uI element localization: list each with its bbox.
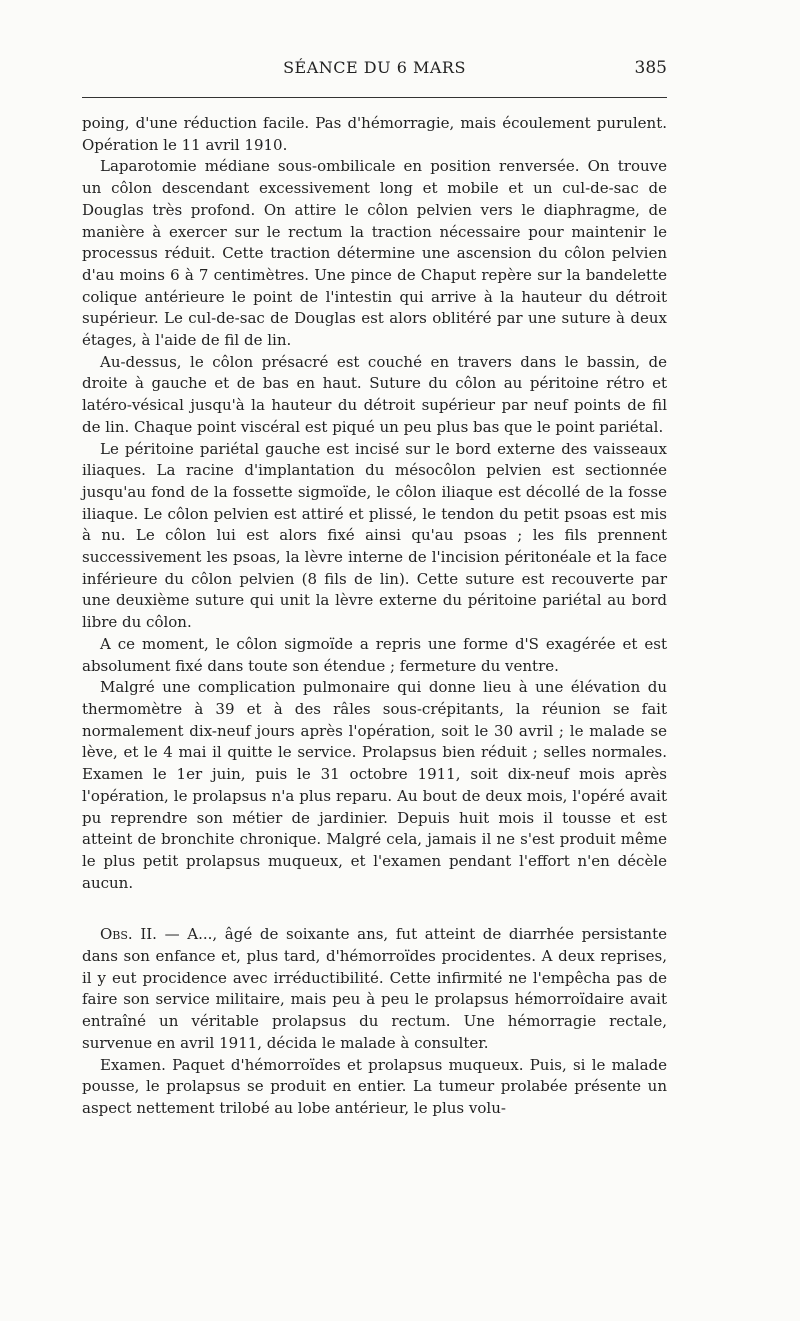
paragraph: Malgré une complication pulmonaire qui donne lieu à une élévation du thermomètre à 39 et à des râles sous-crépitants, la réunion se fait normalement dix-neuf jours après l'opération, soit le 30 avril ; le malade se lève, et le 4 mai il quitte le service. Prolapsus bien réduit ; selles normales. Examen le 1er juin, puis le 31 octobre 1911, soit dix-neuf mois après l'opération, le prolapsus n'a plus reparu. Au bout de deux mois, l'opéré avait pu reprendre son métier de jardinier. Depuis huit mois il tousse et est atteint de bronchite chronique. Malgré cela, jamais il ne s'est produit même le plus petit prolapsus muqueux, et l'examen pendant l'effort n'en décèle aucun. — [82, 678, 667, 892]
paragraph: Au-dessus, le côlon présacré est couché en travers dans le bassin, de droite à gauche et de bas en haut. Suture du côlon au péritoine rétro et latéro-vésical jusqu'à la hauteur du détroit supérieur par neuf points de fil de lin. Chaque point viscéral est piqué un peu plus bas que le point pariétal. — [82, 352, 667, 436]
paragraph: Examen. Paquet d'hémorroïdes et prolapsus muqueux. Puis, si le malade pousse, le prolapsus se produit en entier. La tumeur prolabée présente un aspect nettement trilobé au lobe antérieur, le plus volu- — [82, 1055, 667, 1117]
paragraph: Laparotomie médiane sous-ombilicale en position renversée. On trouve un côlon descendant excessivement long et mobile et un cul-de-sac de Douglas très profond. On attire le côlon pelvien vers le diaphragme, de manière à exercer sur le rectum la traction nécessaire pour maintenir le processus réduit. Cette traction détermine une ascension du côlon pelvien d'au moins 6 à 7 centimètres. Une pince de Chaput repère sur la bandelette colique antérieure le point de l'intestin qui arrive à la hauteur du détroit supérieur. Le cul-de-sac de Douglas est alors oblitéré par une suture à deux étages, à l'aide de fil de lin. — [82, 157, 667, 350]
paragraph: A ce moment, le côlon sigmoïde a repris une forme d'S exagérée et est absolument fixé dans toute son étendue ; fermeture du ventre. — [82, 634, 667, 675]
page-number: 385 — [634, 58, 667, 78]
observation-paragraph — [82, 924, 667, 1054]
observation-text: — A..., âgé de soixante ans, fut atteint de diarrhée persistante dans son enfance et, plus tard, d'hémorroïdes procidentes. A deux reprises, il y eut procidence avec irréductibilité. Cette infirmité ne l'empêcha pas de faire son service militaire, mais peu à peu le prolapsus hémorroïdaire avait entraîné un véritable prolapsus du rectum. Une hémorragie rectale, survenue en avril 1911, décida le malade à consulter. — [82, 925, 667, 1052]
paragraph: Le péritoine pariétal gauche est incisé sur le bord externe des vaisseaux iliaques. La racine d'implantation du mésocôlon pelvien est sectionnée jusqu'au fond de la fossette sigmoïde, le côlon iliaque est décollé de la fosse iliaque. Le côlon pelvien est attiré et plissé, le tendon du petit psoas est mis à nu. Le côlon lui est alors fixé ainsi qu'au psoas ; les fils prennent successivement les psoas, la lèvre interne de l'incision péritonéale et la face inférieure du côlon pelvien (8 fils de lin). Cette suture est recouverte par une deuxième suture qui unit la lèvre externe du péritoine pariétal au bord libre du côlon. — [82, 439, 667, 632]
paragraph: poing, d'une réduction facile. Pas d'hémorragie, mais écoulement purulent. Opération le 11 avril 1910. — [82, 114, 667, 154]
running-head — [82, 58, 667, 90]
body-text — [82, 113, 667, 1120]
running-title: SÉANCE DU 6 MARS — [283, 58, 466, 77]
header-rule — [82, 97, 667, 98]
observation-label: Obs. II. — [100, 925, 157, 944]
